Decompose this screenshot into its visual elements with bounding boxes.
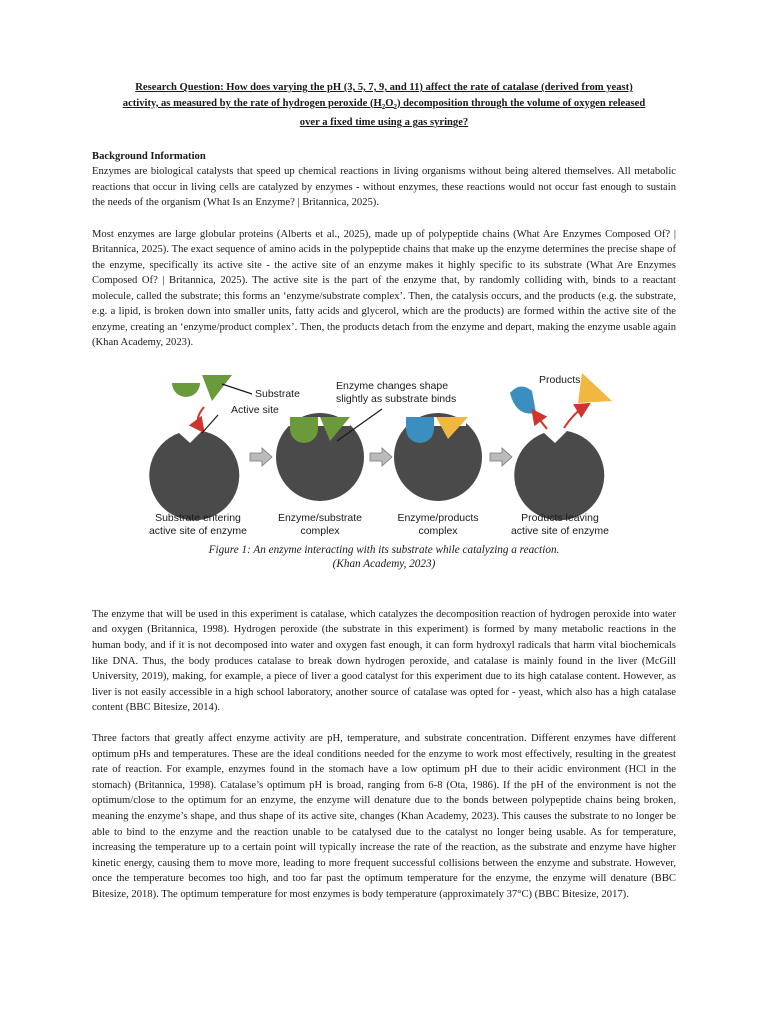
label-substrate: Substrate — [255, 387, 300, 400]
enzyme-shape-stage-1 — [149, 431, 239, 520]
paragraph-catalase: The enzyme that will be used in this experiment is catalase, which catalyzes the decomposition reaction of hydrogen peroxide into water and oxygen (Britannica, 1998). Hydrogen peroxide (the substrate in this experiment) is formed by many metabolic reactions in the human body, and if it is not decomposed into water and oxygen fast enough, it can form hydroxyl radicals that harm vital biochemicals like DNA. Thus, the body produces catalase to break down hydrogen peroxide, and catalase is mainly found in the liver (McGill University, 2019), making, for example, a piece of liver a good catalyst for this experiment due to its high catalase content. However, as liver is not easily accessible in a high school laboratory, another source of catalase was opted for - yeast, which also has a high catalase content (BBC Bitesize, 2014). — [92, 608, 676, 714]
paragraph-enzyme-structure: Most enzymes are large globular proteins (Alberts et al., 2025), made up of polypeptide chains (What Are Enzymes Composed Of? | Britannica, 2025). The exact sequence of amino acids in the polypeptide chains that make up the enzyme determines the precise shape of the enzyme, specifically its active site - the active site of an enzyme makes it highly specific to its substrate (What Are Enzymes Composed Of? | Britannica, 2025). The active site is the part of the enzyme that, by randomly colliding with, binds to a reactant molecule, called the substrate; this forms an ‘enzyme/substrate complex’. Then, the catalysis occurs, and the products (e.g. the substrate, e.g. a lipid, is broken down into smaller units, fatty acids and glycerol, which are the products) are formed within the active site of the enzyme, creating an ‘enzyme/product complex’. Then, the products detach from the enzyme and depart, making the enzyme usable again (Khan Academy, 2023). — [92, 228, 676, 349]
substrate-green-triangle — [202, 375, 232, 401]
label-shape-change-1: Enzyme changes shape — [336, 379, 449, 392]
red-arrow-entering — [198, 407, 204, 427]
label-stage-3-line-2: complex — [418, 524, 458, 537]
label-stage-1-line-2: active site of enzyme — [148, 524, 248, 537]
background-heading: Background Information — [92, 150, 206, 162]
paragraph-enzymes-intro: Enzymes are biological catalysts that speed up chemical reactions in living organisms without being altered themselves. All metabolic reactions that occur in living cells are catalyzed by enzymes - without enzymes, these reactions would not occur fast enough to sustain the needs of the organism (What Is an Enzyme? | Britannica, 2025). — [92, 166, 676, 209]
process-arrow-3 — [490, 448, 512, 466]
enzyme-figure — [92, 371, 676, 607]
research-question-line-2: activity, as measured by the rate of hydrogen peroxide $(H_2O_2)$ decomposition through the volume of oxygen released — [122, 97, 646, 111]
label-stage-2-line-2: complex — [300, 524, 340, 537]
label-stage-1-line-1: Substrate entering — [155, 511, 241, 524]
enzyme-shape-stage-4 — [514, 431, 604, 520]
label-active-site: Active site — [231, 403, 279, 416]
label-products: Products — [539, 373, 581, 386]
enzyme-diagram — [92, 371, 676, 543]
label-stage-4-line-2: active site of enzyme — [510, 524, 610, 537]
product-yellow — [578, 373, 612, 403]
label-stage-4-line-1: Products leaving — [521, 511, 599, 524]
red-arrow-leaving-left — [536, 415, 547, 429]
research-question-line-3: over a fixed time using a gas syringe? — [299, 117, 469, 129]
research-question — [92, 80, 676, 131]
paragraph-factors: Three factors that greatly affect enzyme activity are pH, temperature, and substrate concentration. Different enzymes have different optimum pHs and temperatures. These are the ideal conditions needed for the enzyme to work most effectively, resulting in the greatest rate of reaction. For example, enzymes found in the stomach have a low optimum pH due to their acidic environment (HCl in the stomach) (Britannica, 1998). Catalase’s optimum pH is broad, ranging from 6-8 (Ota, 1986). If the pH of the environment is not the optimum/close to the optimum for an enzyme, the enzyme will denature due to the bonds between polypeptide chains being broken, meaning the enzyme’s shape, and thus shape of its active site, changes (Khan Academy, 2023). This causes the substrate to no longer be able to bind to the enzyme and the reaction unable to be catalysed due to the catalyst no longer being usable. As for temperature, increasing the temperature up to a certain point will typically increase the rate of the reaction, as the substrate and enzyme have higher kinetic energy, causing them to move more, leading to more frequent successful collisions between the enzyme and substrate. However, once the temperature becomes too high, and too far past the optimum temperature for the enzyme, the enzyme will denature (BBC Bitesize, 2018). The optimum temperature for most enzymes is body temperature (approximately 37°C) (BBC Bitesize, 2017). — [92, 733, 676, 900]
label-shape-change-2: slightly as substrate binds — [336, 392, 457, 405]
enzyme-shape-stage-2 — [276, 413, 364, 501]
red-arrow-leaving-right — [564, 407, 584, 428]
label-stage-3-line-1: Enzyme/products — [397, 511, 479, 524]
document-page — [92, 80, 676, 902]
research-question-line-1: Research Question: How does varying the pH (3, 5, 7, 9, and 11) affect the rate of catalase (derived from yeast) — [135, 82, 633, 93]
label-stage-2-line-1: Enzyme/substrate — [277, 511, 363, 524]
figure-caption — [92, 543, 676, 572]
figure-caption-source: (Khan Academy, 2023) — [332, 558, 436, 571]
figure-caption-line-1: Figure 1: An enzyme interacting with its substrate while catalyzing a reaction. — [208, 543, 560, 556]
product-blue — [510, 386, 536, 413]
process-arrow-2 — [370, 448, 392, 466]
process-arrow-1 — [250, 448, 272, 466]
